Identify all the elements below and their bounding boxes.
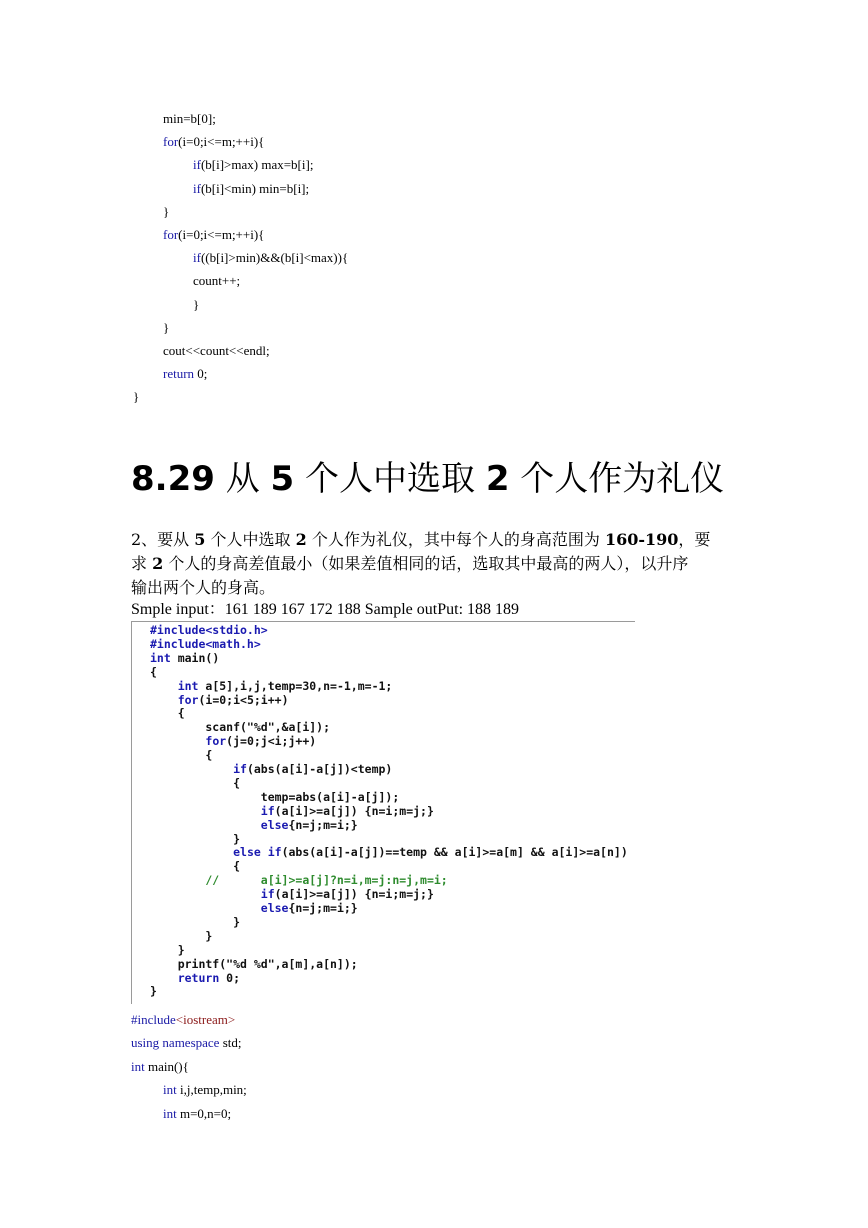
code-text: {: [150, 748, 213, 763]
code-text: {n=j;m=i;}: [288, 901, 358, 915]
code-text: [150, 734, 205, 748]
code-text: count++;: [193, 273, 241, 289]
code-line: [131, 1035, 242, 1051]
code-keyword: for: [177, 692, 199, 707]
code-line: [163, 134, 264, 150]
screenshot-code-line: [150, 818, 358, 832]
code-text: <iostream>: [175, 1012, 236, 1027]
code-line: [163, 320, 169, 336]
code-text: {n=j;m=i;}: [288, 817, 358, 832]
code-text: [150, 845, 233, 859]
code-keyword: for: [205, 734, 227, 749]
screenshot-code-line: [150, 845, 628, 859]
code-text: printf("%d %d",a[m],a[n]);: [150, 956, 358, 971]
code-keyword: else: [260, 901, 289, 915]
screenshot-code-line: [150, 776, 240, 790]
screenshot-code-line: [150, 693, 289, 707]
code-text: a[5],i,j,temp=30,n=-1,m=-1;: [198, 678, 393, 693]
code-line: [193, 250, 348, 266]
code-text: }: [150, 831, 241, 846]
code-line: [193, 273, 240, 289]
screenshot-code-line: [150, 957, 358, 971]
code-line: [163, 343, 270, 359]
code-line: [163, 227, 264, 243]
screenshot-code-line: [150, 762, 392, 776]
code-text: i,j,temp,min;: [176, 1082, 247, 1098]
code-line: [163, 1106, 231, 1122]
p1-num-b: 2: [295, 530, 307, 549]
screenshot-code-line: [150, 679, 392, 693]
code-text: (i=0;i<=m;++i){: [178, 227, 265, 242]
code-text: 0;: [219, 970, 241, 985]
code-keyword: else if: [233, 845, 282, 860]
code-text: {: [150, 859, 241, 874]
code-keyword: int: [163, 1105, 177, 1121]
screenshot-code-line: [150, 734, 316, 748]
screenshot-code-line: [150, 943, 185, 957]
p1-text-c: 个人作为礼仪，其中每个人的身高范围为: [306, 530, 605, 549]
code-text: m=0,n=0;: [176, 1105, 232, 1121]
screenshot-code-line: [150, 859, 240, 873]
title-num-1: 5: [270, 459, 295, 499]
code-text: scanf("%d",&a[i]);: [150, 720, 331, 735]
code-screenshot: [131, 621, 635, 1004]
code-keyword: if: [260, 887, 275, 902]
screenshot-code-line: [150, 901, 358, 915]
code-text: (a[i]>=a[j]) {n=i;m=j;}: [274, 803, 434, 818]
code-line: [131, 1012, 235, 1028]
code-text: (b[i]>max) max=b[i];: [200, 157, 314, 173]
screenshot-code-line: [150, 790, 399, 804]
code-text: (b[i]<min) min=b[i];: [200, 180, 310, 196]
title-text-1: 从: [225, 459, 260, 499]
code-keyword: int: [131, 1058, 145, 1074]
code-line: [193, 181, 309, 197]
title-num-2: 2: [485, 459, 510, 499]
screenshot-code-line: [150, 873, 448, 887]
code-keyword: int: [177, 678, 199, 693]
code-text: [150, 693, 178, 707]
screenshot-code-line: [150, 665, 157, 679]
code-text: }: [150, 928, 213, 943]
p2-text-b: 个人的身高差值最小（如果差值相同的话，选取其中最高的两人），以升序: [163, 554, 689, 573]
code-text: std;: [219, 1035, 242, 1051]
code-line: [163, 204, 169, 220]
screenshot-code-line: [150, 706, 185, 720]
problem-line-3: 输出两个人的身高。: [131, 578, 276, 597]
screenshot-code-line: [150, 804, 434, 818]
code-text: {: [150, 706, 185, 721]
code-text: [150, 762, 233, 776]
p2-num: 2: [152, 554, 164, 573]
code-keyword: if: [233, 762, 247, 776]
section-number: 8.29: [131, 459, 215, 499]
code-text: [150, 971, 178, 985]
code-text: }: [163, 203, 170, 219]
code-keyword: else: [260, 817, 289, 832]
code-text: {: [150, 775, 241, 790]
code-line: [163, 366, 207, 382]
code-text: temp=abs(a[i]-a[j]);: [150, 789, 400, 804]
code-keyword: int: [150, 650, 171, 665]
screenshot-code-line: [150, 887, 434, 901]
code-keyword: if: [193, 157, 201, 173]
code-text: }: [163, 319, 170, 335]
code-text: [150, 887, 261, 901]
code-keyword: int: [163, 1082, 177, 1098]
code-line: [133, 389, 139, 405]
code-text: }: [150, 984, 157, 999]
code-keyword: for: [163, 227, 179, 242]
code-line: [193, 297, 199, 313]
code-text: [150, 901, 261, 915]
code-text: }: [193, 296, 200, 312]
code-keyword: #include<stdio.h>: [150, 623, 268, 637]
title-text-3: 个人作为礼仪: [520, 459, 725, 499]
p1-text-a: 2、要从: [131, 530, 195, 549]
code-keyword: #include: [131, 1012, 176, 1027]
p1-range: 160-190: [604, 530, 679, 549]
screenshot-code-line: [150, 720, 330, 734]
code-text: (a[i]>=a[j]) {n=i;m=j;}: [274, 887, 434, 902]
code-line: [131, 1059, 189, 1075]
screenshot-code-line: [150, 971, 240, 985]
p1-num-a: 5: [194, 530, 206, 549]
problem-line-2: [131, 552, 688, 576]
code-keyword: using namespace: [131, 1035, 220, 1051]
code-text: main(){: [144, 1058, 189, 1074]
code-text: }: [150, 914, 241, 929]
code-text: }: [133, 389, 140, 405]
code-text: 0;: [194, 366, 208, 382]
code-line: [163, 1082, 247, 1098]
code-text: [150, 804, 261, 818]
code-text: {: [150, 664, 157, 679]
code-text: (i=0;i<=m;++i){: [178, 134, 265, 150]
code-line: [163, 111, 216, 127]
code-keyword: if: [193, 180, 201, 196]
code-text: cout<<count<<endl;: [163, 343, 270, 358]
code-text: ((b[i]>min)&&(b[i]<max)){: [200, 250, 349, 266]
code-comment: // a[i]>=a[j]?n=i,m=j:n=j,m=i;: [150, 873, 448, 888]
p1-text-b: 个人中选取: [205, 530, 296, 549]
screenshot-code-line: [150, 929, 212, 943]
screenshot-code-line: [150, 915, 240, 929]
code-keyword: #include<math.h>: [150, 636, 261, 651]
code-text: (abs(a[i]-a[j])<temp): [246, 762, 393, 776]
section-title: [131, 458, 724, 500]
title-text-2: 个人中选取: [305, 459, 475, 499]
code-keyword: return: [177, 970, 220, 985]
problem-line-1: [131, 528, 710, 552]
screenshot-code-line: [150, 984, 157, 998]
code-text: (abs(a[i]-a[j])==temp && a[i]>=a[m] && a[i]>=a[n]): [281, 845, 628, 860]
code-text: main(): [170, 650, 220, 665]
screenshot-code-line: [150, 748, 212, 762]
code-text: [150, 818, 261, 832]
code-line: [193, 157, 313, 173]
code-text: (i=0;i<5;i++): [198, 692, 289, 707]
code-text: }: [150, 942, 185, 957]
code-keyword: if: [193, 250, 201, 266]
screenshot-code-line: [150, 832, 240, 846]
screenshot-code-line: [150, 651, 219, 665]
code-text: [150, 679, 178, 693]
code-keyword: return: [163, 366, 195, 382]
screenshot-code-line: [150, 637, 261, 651]
p1-text-d: ，要: [678, 530, 711, 549]
code-keyword: for: [163, 134, 179, 150]
code-keyword: if: [260, 803, 275, 818]
code-text: min=b[0];: [163, 111, 216, 126]
p2-text-a: 求: [131, 554, 153, 573]
code-text: (j=0;j<i;j++): [226, 734, 317, 749]
screenshot-code-line: [150, 623, 268, 637]
sample-io: Smple input：161 189 167 172 188 Sample outPut: 188 189: [131, 601, 520, 618]
